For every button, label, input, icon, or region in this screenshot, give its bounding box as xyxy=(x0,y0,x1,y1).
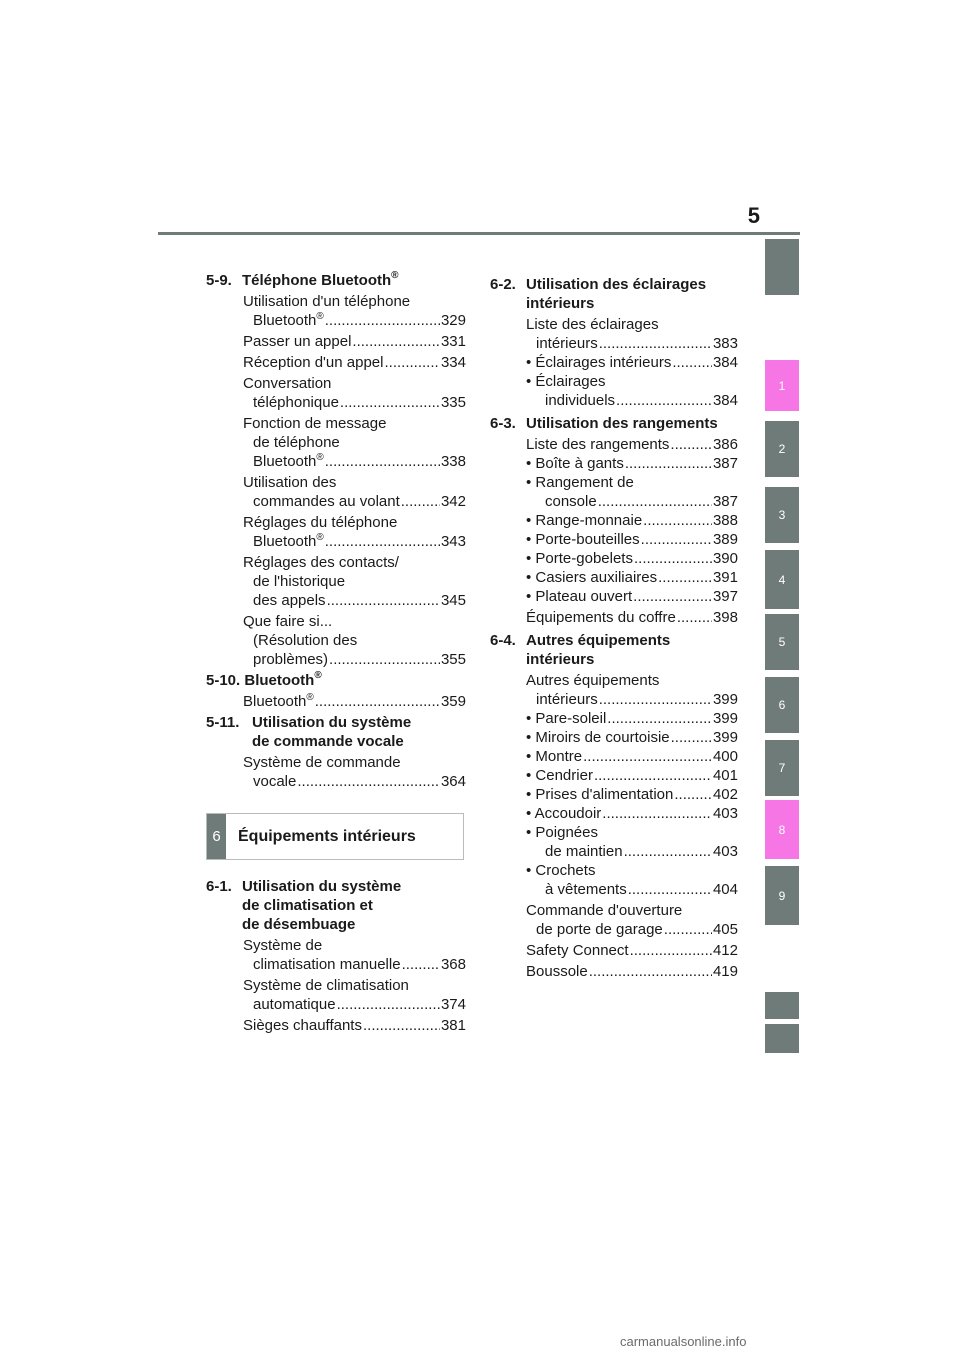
dot-leader xyxy=(664,920,712,939)
entry-text: téléphonique xyxy=(253,394,339,411)
section-heading[interactable] xyxy=(490,414,738,433)
side-tab-3[interactable]: 3 xyxy=(765,487,799,543)
dot-leader xyxy=(633,587,712,606)
page-ref: 384 xyxy=(712,392,738,409)
dot-leader xyxy=(384,353,439,372)
entry-text: Que faire si... xyxy=(243,613,333,630)
entry-text: Système de climatisation xyxy=(243,977,409,994)
entry-text: Liste des éclairages xyxy=(526,316,659,333)
entry-text: • Porte-bouteilles xyxy=(526,531,640,548)
toc-entry[interactable] xyxy=(490,435,738,454)
section-title: de commande vocale xyxy=(252,733,404,750)
dot-leader xyxy=(634,549,712,568)
page-ref: 374 xyxy=(440,996,466,1013)
page-ref: 399 xyxy=(712,710,738,727)
side-tab-8[interactable]: 8 xyxy=(765,800,799,859)
entry-text: Bluetooth xyxy=(253,312,317,329)
section-heading[interactable] xyxy=(206,713,466,751)
toc-entry[interactable] xyxy=(490,941,738,960)
toc-subentry[interactable] xyxy=(490,728,738,747)
page-ref: 345 xyxy=(440,592,466,609)
dot-leader xyxy=(327,591,440,610)
section-heading[interactable] xyxy=(206,271,466,290)
page-ref: 398 xyxy=(712,609,738,626)
toc-entry[interactable] xyxy=(206,553,466,610)
section-heading[interactable] xyxy=(206,671,466,690)
entry-text: • Accoudoir xyxy=(526,805,602,822)
toc-column-right xyxy=(490,275,738,983)
entry-text: • Poignées xyxy=(526,824,598,841)
entry-text: • Montre xyxy=(526,748,583,765)
dot-leader xyxy=(624,842,712,861)
side-tab-5[interactable]: 5 xyxy=(765,614,799,670)
entry-text: • Plateau ouvert xyxy=(526,588,633,605)
entry-text: Système de xyxy=(243,937,323,954)
dot-leader xyxy=(340,393,440,412)
dot-leader xyxy=(625,454,712,473)
toc-subentry[interactable] xyxy=(490,747,738,766)
section-title: Utilisation du système xyxy=(252,714,412,731)
page-ref: 403 xyxy=(712,843,738,860)
entry-text: • Cendrier xyxy=(526,767,593,784)
page-ref: 342 xyxy=(440,493,466,510)
entry-text: • Boîte à gants xyxy=(526,455,624,472)
toc-entry[interactable] xyxy=(490,671,738,709)
dot-leader xyxy=(325,452,440,471)
dot-leader xyxy=(401,492,440,511)
page-ref: 388 xyxy=(712,512,738,529)
section-title: Utilisation des éclairages xyxy=(526,276,707,293)
toc-subentry[interactable] xyxy=(490,587,738,606)
section-number: 5-9. xyxy=(206,272,232,289)
registered-mark: ® xyxy=(316,532,324,543)
section-title: Autres équipements xyxy=(526,632,671,649)
chapter-header[interactable] xyxy=(206,813,464,860)
entry-text: Boussole xyxy=(526,963,588,980)
section-title: de désembuage xyxy=(242,916,356,933)
entry-text: • Casiers auxiliaires xyxy=(526,569,658,586)
section-number: 6-2. xyxy=(490,276,516,293)
entry-text: intérieurs xyxy=(536,691,598,708)
entry-text: Sièges chauffants xyxy=(243,1017,362,1034)
page-ref: 331 xyxy=(440,333,466,350)
section-number: 6-1. xyxy=(206,878,232,895)
entry-text: Réception d'un appel xyxy=(243,354,384,371)
section-number: 6-4. xyxy=(490,632,516,649)
toc-subentry[interactable] xyxy=(490,785,738,804)
dot-leader xyxy=(607,709,712,728)
chapter-number: 6 xyxy=(207,814,226,859)
dot-leader xyxy=(325,532,440,551)
entry-text: Conversation xyxy=(243,375,332,392)
dot-leader xyxy=(643,511,712,530)
entry-text: Fonction de message xyxy=(243,415,387,432)
section-number: 5-11. xyxy=(206,714,240,731)
dot-leader xyxy=(315,692,440,711)
page-ref: 402 xyxy=(712,786,738,803)
toc-entry[interactable] xyxy=(206,976,466,1014)
side-tab-9[interactable]: 9 xyxy=(765,866,799,925)
registered-mark: ® xyxy=(314,670,322,681)
toc-subentry[interactable] xyxy=(490,511,738,530)
entry-text: Safety Connect xyxy=(526,942,629,959)
toc-subentry[interactable] xyxy=(490,473,738,511)
entry-text: Réglages des contacts/ xyxy=(243,554,399,571)
dot-leader xyxy=(297,772,440,791)
toc-entry[interactable] xyxy=(490,315,738,353)
entry-text: problèmes) xyxy=(253,651,329,668)
header-rule xyxy=(158,232,800,235)
entry-text: Utilisation des xyxy=(243,474,337,491)
toc-subentry[interactable] xyxy=(490,804,738,823)
entry-text: Utilisation d'un téléphone xyxy=(243,293,411,310)
page-ref: 381 xyxy=(440,1017,466,1034)
dot-leader xyxy=(325,311,440,330)
entry-text: de l'historique xyxy=(253,573,346,590)
section-title: Téléphone Bluetooth xyxy=(242,272,392,289)
dot-leader xyxy=(671,728,712,747)
page-ref: 338 xyxy=(440,453,466,470)
page-ref: 403 xyxy=(712,805,738,822)
page-ref: 400 xyxy=(712,748,738,765)
entry-text: Réglages du téléphone xyxy=(243,514,398,531)
dot-leader xyxy=(677,608,712,627)
dot-leader xyxy=(630,941,712,960)
dot-leader xyxy=(598,492,712,511)
section-title: 5-10. Bluetooth xyxy=(206,672,315,689)
page-ref: 401 xyxy=(712,767,738,784)
chapter-title: Équipements intérieurs xyxy=(238,827,416,845)
entry-text: • Crochets xyxy=(526,862,596,879)
section-heading[interactable] xyxy=(490,631,738,669)
entry-text: (Résolution des xyxy=(253,632,358,649)
section-title: intérieurs xyxy=(526,295,595,312)
entry-text: de téléphone xyxy=(253,434,340,451)
page-ref: 412 xyxy=(712,942,738,959)
registered-mark: ® xyxy=(391,270,399,281)
dot-leader xyxy=(583,747,712,766)
toc-subentry[interactable] xyxy=(490,549,738,568)
dot-leader xyxy=(363,1016,440,1035)
toc-entry[interactable] xyxy=(206,753,466,791)
side-tab-1[interactable]: 1 xyxy=(765,360,799,411)
page-ref: 387 xyxy=(712,493,738,510)
toc-entry[interactable] xyxy=(490,901,738,939)
entry-text: Autres équipements xyxy=(526,672,660,689)
page-ref: 390 xyxy=(712,550,738,567)
toc-entry[interactable] xyxy=(206,612,466,669)
entry-text: Passer un appel xyxy=(243,333,352,350)
toc-entry[interactable] xyxy=(206,353,466,372)
page-ref: 405 xyxy=(712,921,738,938)
toc-subentry[interactable] xyxy=(490,353,738,372)
toc-entry[interactable] xyxy=(206,513,466,551)
section-number: 6-3. xyxy=(490,415,516,432)
dot-leader xyxy=(641,530,712,549)
entry-text: • Éclairages intérieurs xyxy=(526,354,672,371)
entry-text: automatique xyxy=(253,996,336,1013)
entry-text: commandes au volant xyxy=(253,493,400,510)
entry-text: vocale xyxy=(253,773,297,790)
page-ref: 387 xyxy=(712,455,738,472)
page-ref: 384 xyxy=(712,354,738,371)
entry-text: Commande d'ouverture xyxy=(526,902,683,919)
toc-subentry[interactable] xyxy=(490,530,738,549)
page-ref: 399 xyxy=(712,729,738,746)
toc-subentry[interactable] xyxy=(490,766,738,785)
toc-entry[interactable] xyxy=(490,962,738,981)
toc-subentry[interactable] xyxy=(490,709,738,728)
entry-text: console xyxy=(545,493,597,510)
toc-column-left-lower xyxy=(206,877,466,1037)
toc-entry[interactable] xyxy=(206,332,466,351)
section-heading[interactable] xyxy=(206,877,466,934)
dot-leader xyxy=(352,332,440,351)
registered-mark: ® xyxy=(306,692,314,703)
entry-text: de porte de garage xyxy=(536,921,663,938)
page-ref: 391 xyxy=(712,569,738,586)
toc-entry[interactable] xyxy=(206,692,466,711)
side-tab-blank-3[interactable] xyxy=(765,1024,799,1053)
entry-text: individuels xyxy=(545,392,616,409)
entry-text: à vêtements xyxy=(545,881,627,898)
side-tab-6[interactable]: 6 xyxy=(765,677,799,733)
dot-leader xyxy=(337,995,440,1014)
dot-leader xyxy=(594,766,712,785)
page-ref: 419 xyxy=(712,963,738,980)
dot-leader xyxy=(602,804,712,823)
toc-entry[interactable] xyxy=(206,374,466,412)
toc-entry[interactable] xyxy=(206,473,466,511)
dot-leader xyxy=(599,334,712,353)
section-heading[interactable] xyxy=(490,275,738,313)
entry-text: climatisation manuelle xyxy=(253,956,401,973)
page-ref: 383 xyxy=(712,335,738,352)
section-title: Utilisation du système xyxy=(242,878,402,895)
dot-leader xyxy=(402,955,440,974)
page-ref: 343 xyxy=(440,533,466,550)
toc-subentry[interactable] xyxy=(490,568,738,587)
toc-entry[interactable] xyxy=(206,414,466,471)
page-ref: 334 xyxy=(440,354,466,371)
toc-subentry[interactable] xyxy=(490,454,738,473)
page-ref: 404 xyxy=(712,881,738,898)
page-ref: 364 xyxy=(440,773,466,790)
toc-entry[interactable] xyxy=(490,608,738,627)
entry-text: des appels xyxy=(253,592,326,609)
page-ref: 399 xyxy=(712,691,738,708)
page-ref: 359 xyxy=(440,693,466,710)
dot-leader xyxy=(670,435,712,454)
dot-leader xyxy=(674,785,712,804)
section-title: Utilisation des rangements xyxy=(526,415,718,432)
entry-text: Liste des rangements xyxy=(526,436,670,453)
entry-text: • Prises d'alimentation xyxy=(526,786,674,803)
entry-text: • Éclairages xyxy=(526,373,606,390)
toc-subentry[interactable] xyxy=(490,823,738,861)
dot-leader xyxy=(589,962,712,981)
registered-mark: ® xyxy=(316,311,324,322)
side-tab-7[interactable]: 7 xyxy=(765,740,799,796)
entry-text: • Pare-soleil xyxy=(526,710,607,727)
dot-leader xyxy=(616,391,712,410)
toc-subentry[interactable] xyxy=(490,372,738,410)
dot-leader xyxy=(628,880,712,899)
entry-text: • Porte-gobelets xyxy=(526,550,633,567)
side-tab-blank-2[interactable] xyxy=(765,992,799,1019)
section-title: intérieurs xyxy=(526,651,595,668)
toc-entry[interactable] xyxy=(206,1016,466,1035)
entry-text: • Range-monnaie xyxy=(526,512,643,529)
entry-text: Équipements du coffre xyxy=(526,609,676,626)
entry-text: Bluetooth xyxy=(253,533,317,550)
page-ref: 386 xyxy=(712,436,738,453)
entry-text: • Miroirs de courtoisie xyxy=(526,729,670,746)
registered-mark: ® xyxy=(316,452,324,463)
section-title: de climatisation et xyxy=(242,897,373,914)
toc-entry[interactable] xyxy=(206,936,466,974)
watermark-text: carmanualsonline.info xyxy=(620,1334,747,1349)
dot-leader xyxy=(672,353,712,372)
page-ref: 368 xyxy=(440,956,466,973)
page-ref: 397 xyxy=(712,588,738,605)
toc-subentry[interactable] xyxy=(490,861,738,899)
dot-leader xyxy=(658,568,712,587)
toc-entry[interactable] xyxy=(206,292,466,330)
side-tab-4[interactable]: 4 xyxy=(765,550,799,609)
page-number: 5 xyxy=(747,203,760,228)
entry-text: • Rangement de xyxy=(526,474,634,491)
side-tab-blank[interactable] xyxy=(765,239,799,295)
entry-text: Bluetooth xyxy=(253,453,317,470)
page-ref: 329 xyxy=(440,312,466,329)
entry-text: de maintien xyxy=(545,843,623,860)
side-tab-2[interactable]: 2 xyxy=(765,421,799,477)
entry-text: Système de commande xyxy=(243,754,401,771)
page-ref: 335 xyxy=(440,394,466,411)
toc-column-left xyxy=(206,271,466,793)
dot-leader xyxy=(329,650,440,669)
page-ref: 389 xyxy=(712,531,738,548)
dot-leader xyxy=(599,690,712,709)
entry-text: Bluetooth xyxy=(243,693,307,710)
entry-text: intérieurs xyxy=(536,335,598,352)
page-ref: 355 xyxy=(440,651,466,668)
